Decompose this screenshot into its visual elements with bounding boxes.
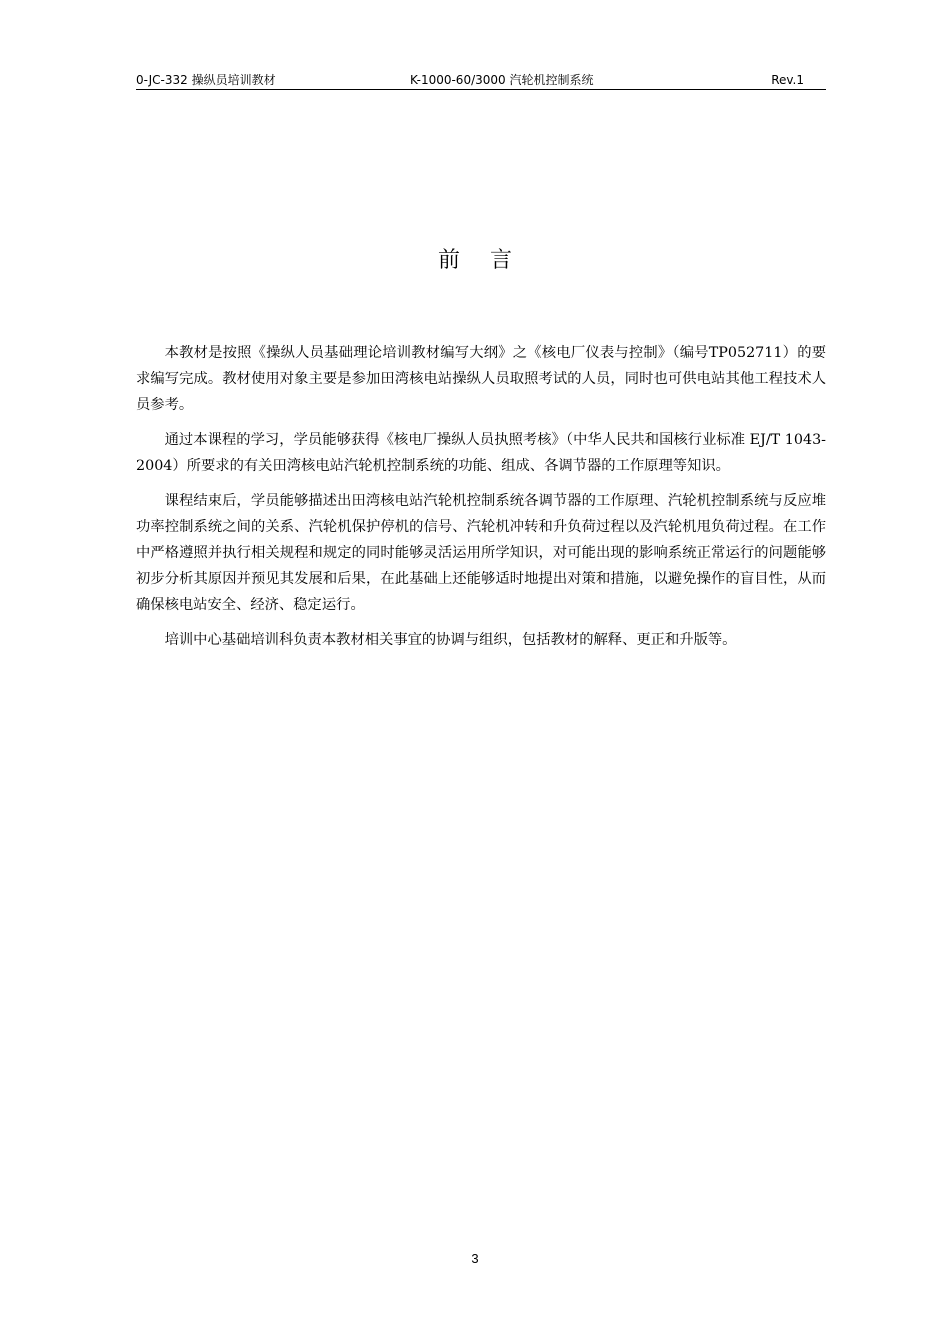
paragraph-2: 通过本课程的学习，学员能够获得《核电厂操纵人员执照考核》（中华人民共和国核行业标准 EJ/T 1043-2004）所要求的有关田湾核电站汽轮机控制系统的功能、组成、各调节器的工作原理等知识。: [136, 432, 826, 474]
header-document-code: 0-JC-332 操纵员培训教材: [136, 73, 276, 87]
page-header: [136, 72, 826, 90]
header-revision: Rev.1: [771, 73, 804, 87]
preface-body: [136, 340, 826, 662]
paragraph-1: 本教材是按照《操纵人员基础理论培训教材编写大纲》之《核电厂仪表与控制》（编号TP052711）的要求编写完成。教材使用对象主要是参加田湾核电站操纵人员取照考试的人员，同时也可供电站其他工程技术人员参考。: [136, 345, 826, 413]
page-title: 前言: [437, 248, 542, 273]
paragraph-4: 培训中心基础培训科负责本教材相关事宜的协调与组织，包括教材的解释、更正和升版等。: [164, 632, 737, 648]
header-document-title: K-1000-60/3000 汽轮机控制系统: [410, 73, 594, 87]
page-number: 3: [471, 1251, 479, 1266]
paragraph-3: 课程结束后，学员能够描述出田湾核电站汽轮机控制系统各调节器的工作原理、汽轮机控制系统与反应堆功率控制系统之间的关系、汽轮机保护停机的信号、汽轮机冲转和升负荷过程以及汽轮机甩负荷过程。在工作中严格遵照并执行相关规程和规定的同时能够灵活运用所学知识，对可能出现的影响系统正常运行的问题能够初步分析其原因并预见其发展和后果，在此基础上还能够适时地提出对策和措施，以避免操作的盲目性，从而确保核电站安全、经济、稳定运行。: [136, 493, 826, 613]
